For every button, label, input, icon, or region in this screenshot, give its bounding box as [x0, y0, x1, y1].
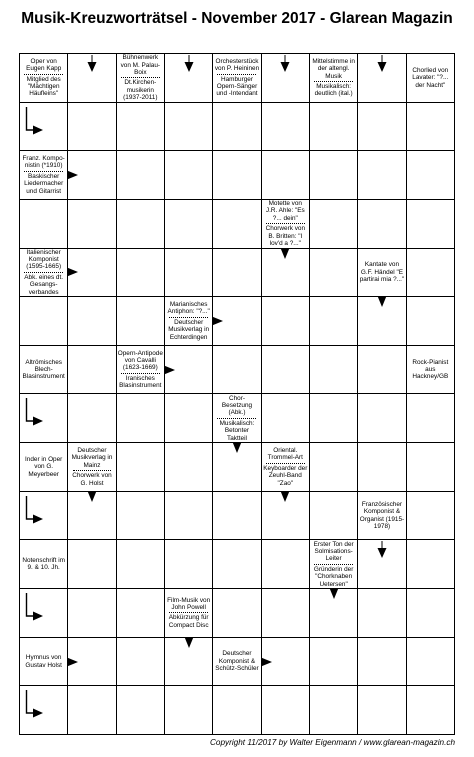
- answer-cell[interactable]: [261, 686, 309, 735]
- answer-cell[interactable]: [68, 394, 116, 443]
- clue-text: Opern-Antipode von Cavalli (1623-1669): [117, 349, 163, 372]
- answer-cell[interactable]: [358, 540, 406, 589]
- clue-text: Iranisches Blasinstrument: [119, 374, 162, 390]
- clue-text: Inder in Oper von G. Meyerbeer: [25, 455, 63, 478]
- answer-cell[interactable]: [261, 540, 309, 589]
- answer-cell[interactable]: [358, 151, 406, 200]
- arrow-down-icon: [279, 55, 291, 73]
- grid-row: [20, 589, 455, 638]
- clue-text: Musikalisch: deutlich (ital.): [314, 83, 353, 98]
- copyright-notice: Copyright 11/2017 by Walter Eigenmann / www.glarean-magazin.ch: [210, 738, 455, 747]
- answer-cell[interactable]: [213, 491, 261, 540]
- answer-cell[interactable]: [406, 637, 454, 686]
- clue-cell: [213, 54, 261, 103]
- answer-cell[interactable]: [20, 199, 68, 248]
- grid-row: [20, 248, 455, 297]
- clue-cell: [261, 443, 309, 492]
- clue-separator: [169, 612, 208, 613]
- answer-cell[interactable]: [68, 297, 116, 346]
- answer-cell[interactable]: [406, 248, 454, 297]
- answer-cell[interactable]: [213, 686, 261, 735]
- clue-separator: [24, 74, 63, 75]
- answer-cell[interactable]: [406, 443, 454, 492]
- clue-text: Italienischer Komponist (1595-1665): [26, 248, 62, 271]
- clue-text: Deutscher Komponist & Schütz-Schüler: [215, 650, 259, 673]
- clue-text: Film-Musik von John Powell: [167, 596, 211, 611]
- page-title: Musik-Kreuzworträtsel - November 2017 - Glarean Magazin: [21, 10, 453, 27]
- clue-cell: [20, 151, 68, 200]
- clue-separator: [266, 223, 305, 224]
- arrow-down-right-icon: [25, 496, 49, 524]
- clue-text: Oper von Eugen Kapp: [26, 57, 62, 73]
- clue-separator: [314, 564, 353, 565]
- answer-cell[interactable]: [309, 151, 357, 200]
- answer-cell[interactable]: [261, 54, 309, 103]
- clue-cell: [20, 248, 68, 297]
- answer-cell[interactable]: [213, 199, 261, 248]
- answer-cell[interactable]: [116, 686, 164, 735]
- clue-text: Abk. eines dt. Gesangs-verbandes: [24, 273, 64, 296]
- answer-cell[interactable]: [20, 394, 68, 443]
- clue-text: Keyboarder der Zeuhl-Band "Zao": [263, 464, 308, 487]
- arrow-right-icon: [67, 266, 81, 278]
- arrow-down-right-icon: [25, 398, 49, 426]
- answer-cell[interactable]: [261, 345, 309, 394]
- clue-cell: [20, 443, 68, 492]
- arrow-down-icon: [86, 55, 98, 73]
- clue-cell: [20, 345, 68, 394]
- clue-cell: [116, 345, 164, 394]
- clue-text: Chorwerk von G. Holst: [72, 472, 112, 487]
- answer-cell[interactable]: [406, 491, 454, 540]
- answer-cell[interactable]: [261, 102, 309, 151]
- clue-text: Kantate von G.F. Händel "E partirai mia ?...": [359, 261, 405, 284]
- answer-cell[interactable]: [116, 540, 164, 589]
- clue-separator: [24, 171, 63, 172]
- clue-text: Deutscher Musikverlag in Mainz: [71, 446, 113, 469]
- answer-cell[interactable]: [213, 151, 261, 200]
- answer-cell[interactable]: [309, 248, 357, 297]
- answer-cell[interactable]: [213, 540, 261, 589]
- answer-cell[interactable]: [68, 199, 116, 248]
- clue-cell: [164, 589, 212, 638]
- arrow-right-icon: [164, 364, 178, 376]
- answer-cell[interactable]: [358, 102, 406, 151]
- clue-text: Marianisches Antiphon: "?...": [167, 301, 210, 316]
- answer-cell[interactable]: [213, 345, 261, 394]
- clue-text: Musikalisch: Betonter Taktteil: [219, 419, 255, 442]
- clue-cell: [116, 54, 164, 103]
- answer-cell[interactable]: [309, 443, 357, 492]
- grid-row: [20, 540, 455, 589]
- answer-cell[interactable]: [68, 102, 116, 151]
- answer-cell[interactable]: [116, 637, 164, 686]
- answer-cell[interactable]: [164, 54, 212, 103]
- clue-cell: [358, 491, 406, 540]
- clue-text: Chor-Besetzung (Abk.): [221, 394, 253, 417]
- answer-cell[interactable]: [309, 102, 357, 151]
- grid-row: [20, 345, 455, 394]
- clue-text: Hymnus von Gustav Holst: [25, 654, 62, 669]
- grid-row: [20, 297, 455, 346]
- answer-cell[interactable]: [406, 199, 454, 248]
- arrow-down-icon: [376, 55, 388, 73]
- answer-cell[interactable]: [164, 248, 212, 297]
- grid-row: [20, 686, 455, 735]
- answer-cell[interactable]: [358, 199, 406, 248]
- answer-cell[interactable]: [68, 589, 116, 638]
- answer-cell[interactable]: [406, 151, 454, 200]
- arrow-down-right-icon: [25, 107, 49, 135]
- clue-text: Motette von J.R. Ahle: "Es ?... dein": [265, 200, 305, 222]
- grid-row: [20, 491, 455, 540]
- arrow-down-icon: [231, 442, 243, 456]
- grid-row: [20, 151, 455, 200]
- answer-cell[interactable]: [116, 151, 164, 200]
- answer-cell[interactable]: [261, 589, 309, 638]
- arrow-down-icon: [376, 541, 388, 559]
- answer-cell[interactable]: [213, 589, 261, 638]
- answer-cell[interactable]: [358, 589, 406, 638]
- answer-cell[interactable]: [116, 248, 164, 297]
- arrow-down-icon: [86, 491, 98, 505]
- clue-text: Dt.Kirchen-musikerin (1937-2011): [123, 79, 158, 102]
- arrow-down-icon: [279, 491, 291, 505]
- answer-cell[interactable]: [358, 443, 406, 492]
- answer-cell[interactable]: [358, 637, 406, 686]
- answer-cell[interactable]: [164, 540, 212, 589]
- clue-cell: [20, 540, 68, 589]
- answer-cell[interactable]: [116, 297, 164, 346]
- clue-cell: [213, 394, 261, 443]
- answer-cell[interactable]: [406, 589, 454, 638]
- arrow-right-icon: [67, 656, 81, 668]
- answer-cell[interactable]: [68, 54, 116, 103]
- answer-cell[interactable]: [164, 443, 212, 492]
- arrow-down-right-icon: [25, 690, 49, 718]
- answer-cell[interactable]: [406, 102, 454, 151]
- answer-cell[interactable]: [20, 297, 68, 346]
- clue-cell: [261, 199, 309, 248]
- clue-text: Chorwerk von B. Britten: "I lov'd a ?...": [265, 225, 306, 248]
- answer-cell[interactable]: [261, 394, 309, 443]
- clue-text: Mitglied des "Mächtigen Häufleins": [26, 75, 61, 98]
- answer-cell[interactable]: [261, 151, 309, 200]
- answer-cell[interactable]: [116, 394, 164, 443]
- answer-cell[interactable]: [406, 540, 454, 589]
- answer-cell[interactable]: [20, 102, 68, 151]
- answer-cell[interactable]: [68, 345, 116, 394]
- clue-text: Baskischer Liedermacher und Gitarrist: [24, 172, 64, 195]
- clue-separator: [266, 463, 305, 464]
- arrow-right-icon: [212, 315, 226, 327]
- answer-cell[interactable]: [309, 491, 357, 540]
- answer-cell[interactable]: [116, 491, 164, 540]
- answer-cell[interactable]: [116, 102, 164, 151]
- answer-cell[interactable]: [406, 686, 454, 735]
- clue-cell: [309, 540, 357, 589]
- clue-separator: [121, 77, 160, 78]
- arrow-down-icon: [376, 296, 388, 310]
- clue-text: Altrömisches Blech-Blasinstrument: [22, 358, 65, 381]
- answer-cell[interactable]: [164, 491, 212, 540]
- crossword-grid: [19, 53, 455, 735]
- arrow-right-icon: [261, 656, 275, 668]
- answer-cell[interactable]: [164, 151, 212, 200]
- answer-cell[interactable]: [309, 199, 357, 248]
- answer-cell[interactable]: [164, 199, 212, 248]
- clue-text: Notenschrift im 9. & 10. Jh.: [22, 556, 65, 572]
- clue-text: Oriental. Trommel-Art: [267, 446, 303, 462]
- clue-cell: [68, 443, 116, 492]
- answer-cell[interactable]: [358, 686, 406, 735]
- grid-row: [20, 199, 455, 248]
- answer-cell[interactable]: [309, 394, 357, 443]
- answer-cell[interactable]: [358, 345, 406, 394]
- answer-cell[interactable]: [164, 102, 212, 151]
- answer-cell[interactable]: [406, 297, 454, 346]
- clue-text: Erster Ton der Solmisations-Leiter: [313, 540, 354, 563]
- answer-cell[interactable]: [213, 102, 261, 151]
- answer-cell[interactable]: [116, 443, 164, 492]
- clue-separator: [73, 470, 112, 471]
- answer-cell[interactable]: [406, 394, 454, 443]
- clue-cell: [406, 54, 454, 103]
- clue-separator: [24, 272, 63, 273]
- grid-row: [20, 102, 455, 151]
- answer-cell[interactable]: [68, 540, 116, 589]
- arrow-down-icon: [328, 588, 340, 602]
- answer-cell[interactable]: [358, 394, 406, 443]
- answer-cell[interactable]: [68, 686, 116, 735]
- clue-cell: [309, 54, 357, 103]
- clue-cell: [20, 637, 68, 686]
- clue-cell: [20, 54, 68, 103]
- answer-cell[interactable]: [20, 686, 68, 735]
- clue-separator: [217, 74, 256, 75]
- arrow-down-icon: [183, 55, 195, 73]
- answer-cell[interactable]: [20, 589, 68, 638]
- clue-text: Hamburger Opern-Sänger und -Intendant: [216, 75, 258, 98]
- arrow-down-icon: [183, 637, 195, 651]
- answer-cell[interactable]: [213, 248, 261, 297]
- answer-cell[interactable]: [309, 345, 357, 394]
- clue-text: Orchesterstück von P. Heininen: [214, 57, 260, 73]
- grid-row: [20, 394, 455, 443]
- clue-text: Bühnenwerk von M. Palau-Boix: [120, 54, 161, 76]
- answer-cell[interactable]: [309, 686, 357, 735]
- answer-cell[interactable]: [309, 297, 357, 346]
- clue-separator: [314, 81, 353, 82]
- clue-separator: [121, 373, 160, 374]
- clue-cell: [164, 297, 212, 346]
- answer-cell[interactable]: [116, 589, 164, 638]
- clue-separator: [217, 418, 256, 419]
- answer-cell[interactable]: [358, 54, 406, 103]
- answer-cell[interactable]: [116, 199, 164, 248]
- clue-cell: [213, 637, 261, 686]
- answer-cell[interactable]: [164, 686, 212, 735]
- answer-cell[interactable]: [164, 394, 212, 443]
- clue-text: Franz. Kompo-nistin (*1910): [22, 155, 65, 170]
- clue-text: Deutscher Musikverlag in Echterdingen: [168, 318, 210, 341]
- clue-text: Französischer Komponist & Organist (1915-1978): [359, 500, 405, 530]
- answer-cell[interactable]: [261, 297, 309, 346]
- answer-cell[interactable]: [309, 637, 357, 686]
- arrow-down-icon: [279, 248, 291, 262]
- grid-row: [20, 637, 455, 686]
- clue-cell: [358, 248, 406, 297]
- clue-separator: [169, 317, 208, 318]
- clue-text: Gründerin der "Chorknaben Uetersen": [313, 565, 354, 588]
- arrow-down-right-icon: [25, 593, 49, 621]
- clue-text: Mittelstimme in der altengl. Musik: [312, 57, 355, 80]
- answer-cell[interactable]: [20, 491, 68, 540]
- arrow-right-icon: [67, 169, 81, 181]
- clue-cell: [406, 345, 454, 394]
- clue-text: Abkürzung für Compact Disc: [168, 614, 209, 629]
- clue-text: Rock-Pianist aus Hackney/GB: [412, 358, 449, 381]
- grid-row: [20, 54, 455, 103]
- clue-text: Chorlied von Lavater: "?... der Nacht": [412, 66, 449, 89]
